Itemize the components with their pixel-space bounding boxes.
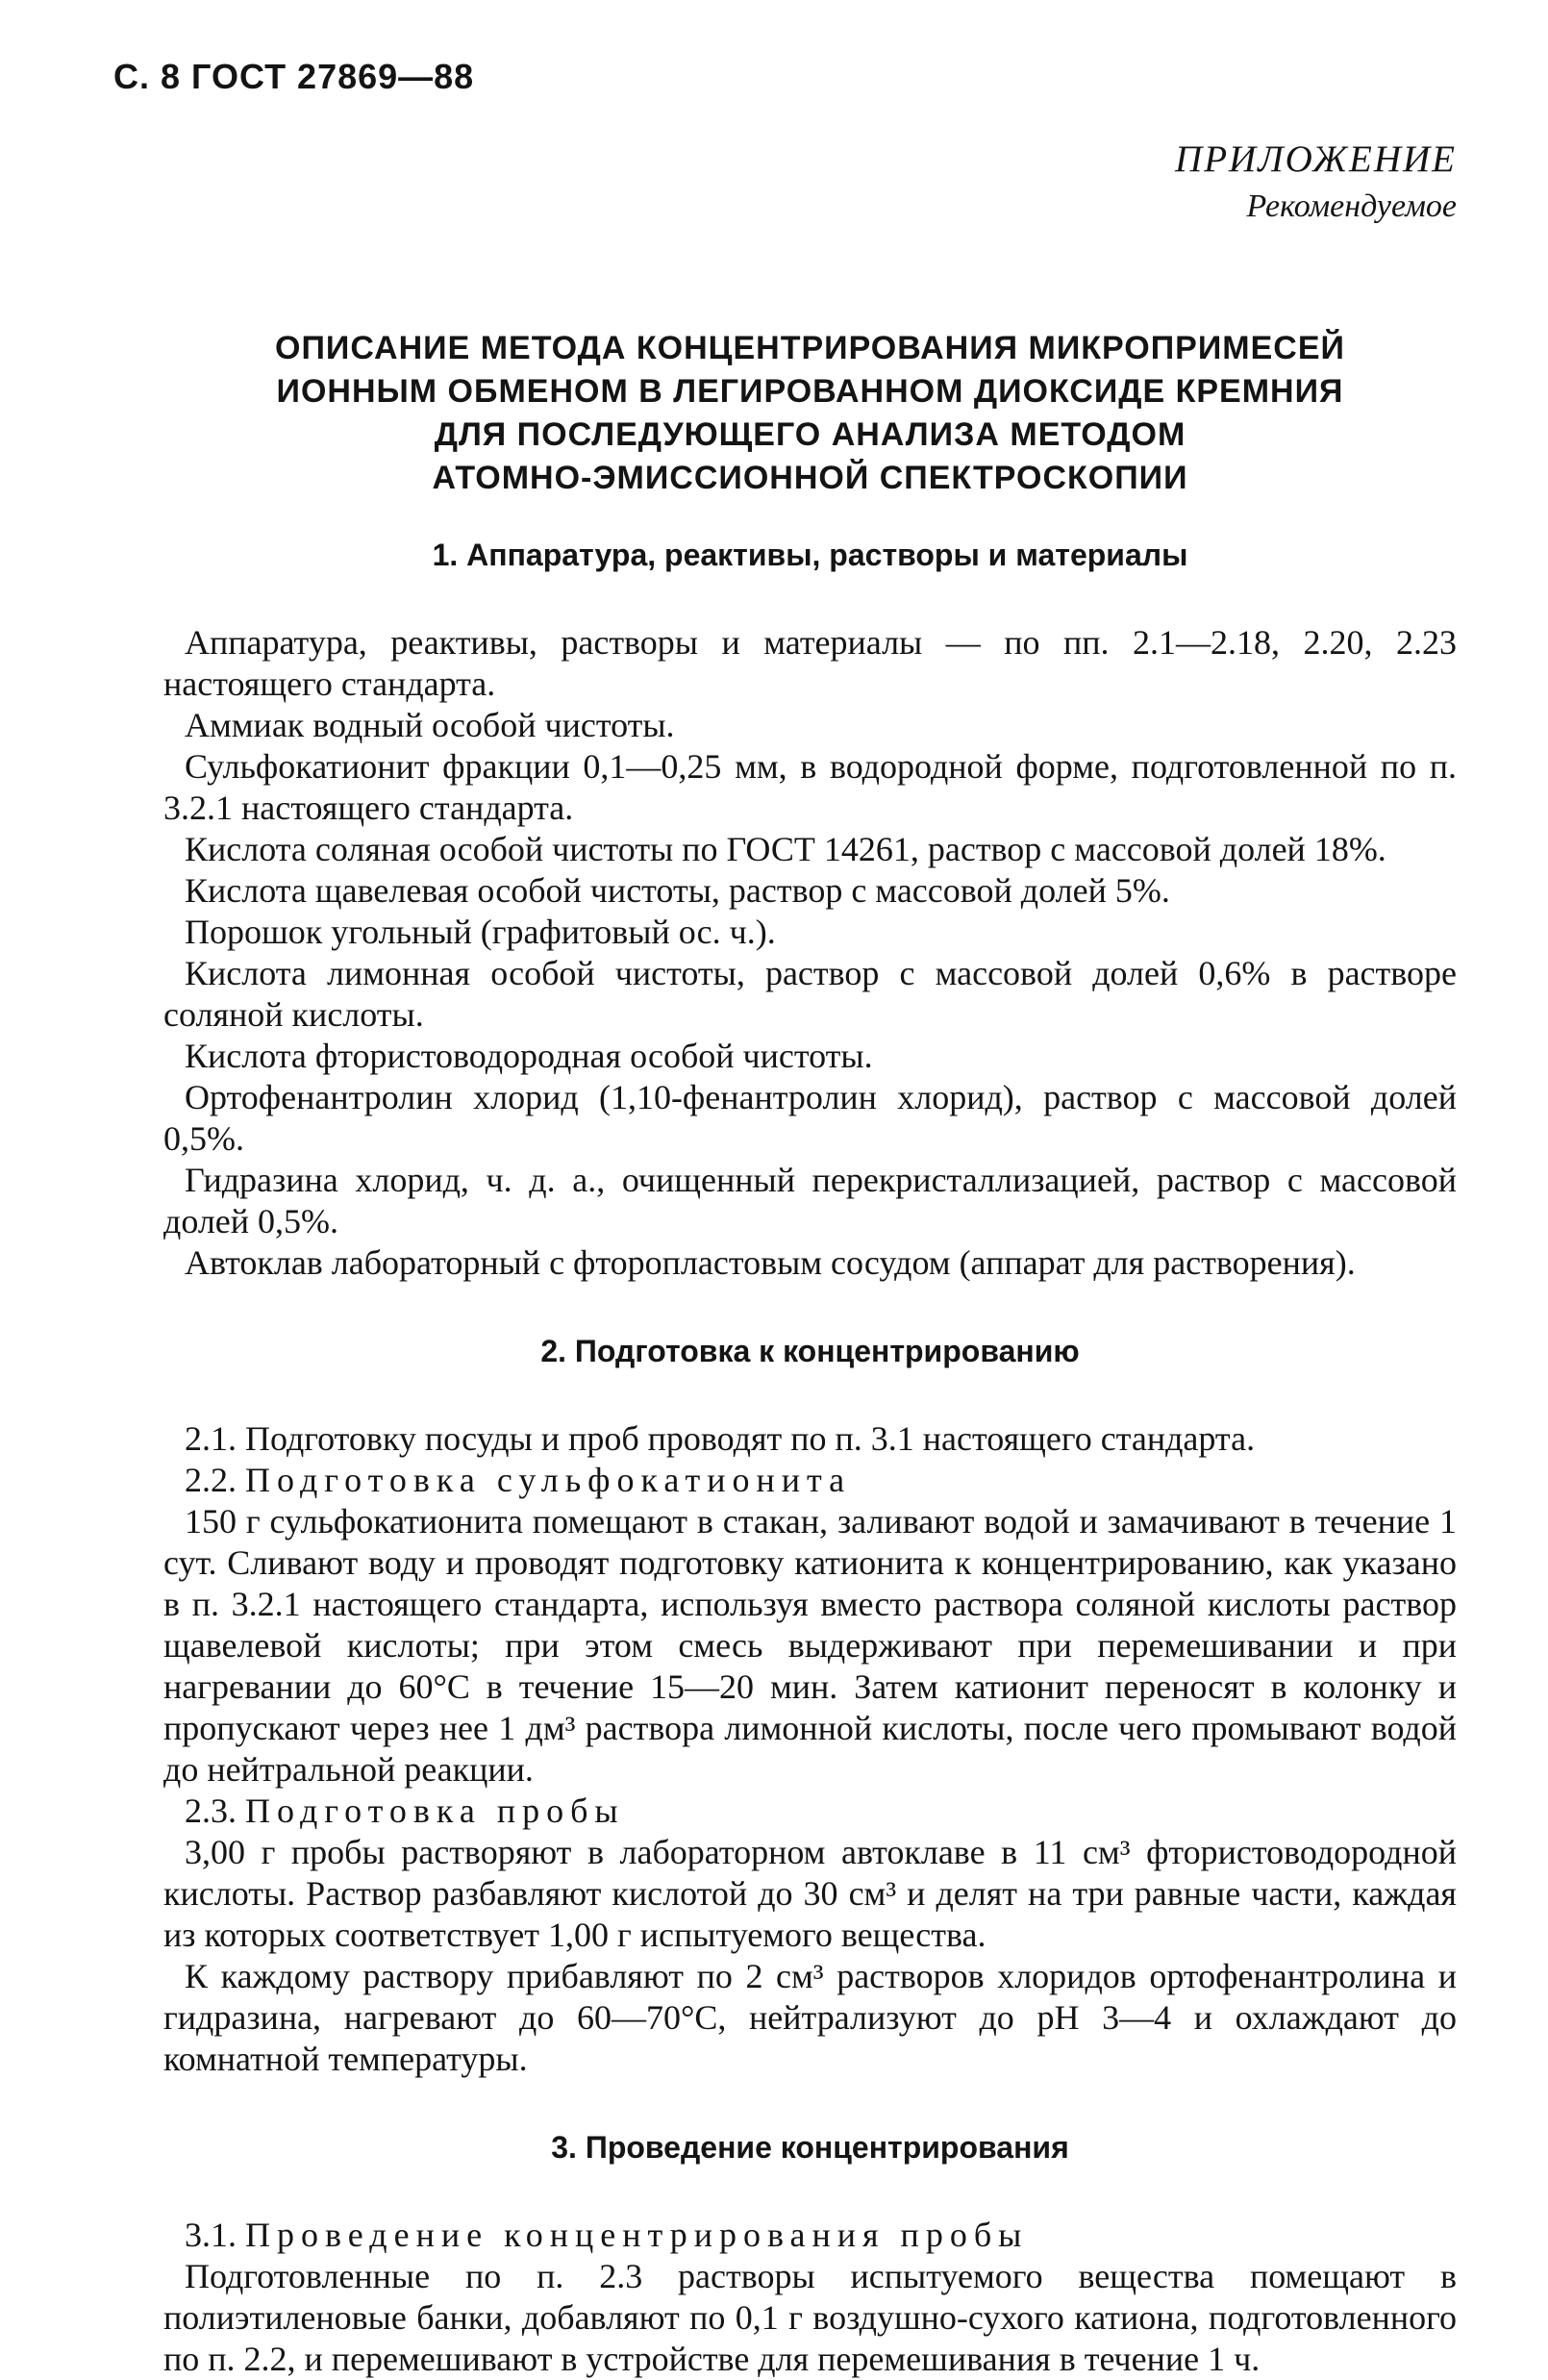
subsection-heading-2-2: [163, 1460, 1457, 1501]
appendix-title: ПРИЛОЖЕНИЕ: [1175, 138, 1457, 180]
paragraph: Аммиак водный особой чистоты.: [185, 706, 675, 744]
paragraph: 3,00 г пробы растворяют в лабораторном автоклаве в 11 см³ фтористоводородной кислоты. Раствор разбавляют кислотой до 30 см³ и делят на три равные части, каждая из которых соответствует 1,00 г испытуемого вещества.: [163, 1833, 1457, 1954]
document-title-line: ОПИСАНИЕ МЕТОДА КОНЦЕНТРИРОВАНИЯ МИКРОПРИМЕСЕЙ: [275, 330, 1345, 366]
paragraph: Кислота фтористоводородная особой чистоты.: [185, 1037, 873, 1075]
subsection-title: Подготовка пробы: [245, 1791, 625, 1830]
paragraph: 2.1. Подготовку посуды и проб проводят по п. 3.1 настоящего стандарта.: [185, 1419, 1256, 1458]
paragraph: Кислота соляная особой чистоты по ГОСТ 14261, раствор с массовой долей 18%.: [185, 830, 1386, 868]
subsection-number: 2.2.: [185, 1461, 237, 1499]
section-heading-3: 3. Проведение концентрирования: [551, 2130, 1069, 2165]
subsection-title: Подготовка сульфокатионита: [245, 1461, 852, 1499]
paragraph: Кислота щавелевая особой чистоты, раствор с массовой долей 5%.: [185, 871, 1170, 910]
subsection-heading-2-3: [163, 1791, 1457, 1832]
paragraph: Гидразина хлорид, ч. д. а., очищенный перекристаллизацией, раствор с массовой долей 0,5%.: [163, 1161, 1457, 1240]
document-title-line: ДЛЯ ПОСЛЕДУЮЩЕГО АНАЛИЗА МЕТОДОМ: [434, 416, 1186, 453]
appendix-subtitle: Рекомендуемое: [1246, 188, 1457, 224]
paragraph: Аппаратура, реактивы, растворы и материалы — по пп. 2.1—2.18, 2.20, 2.23 настоящего стандарта.: [163, 623, 1457, 703]
document-body: [163, 534, 1457, 2380]
subsection-number: 2.3.: [185, 1791, 237, 1830]
document-title-line: АТОМНО-ЭМИССИОННОЙ СПЕКТРОСКОПИИ: [432, 460, 1188, 496]
page-header: С. 8 ГОСТ 27869—88: [113, 57, 475, 96]
paragraph: Кислота лимонная особой чистоты, раствор с массовой долей 0,6% в растворе соляной кислоты.: [163, 954, 1457, 1034]
paragraph: 150 г сульфокатионита помещают в стакан, заливают водой и замачивают в течение 1 сут. Сливают воду и проводят подготовку катионита к концентрированию, как указано в п. 3.2.1 настоящего стандарта, используя вместо раствора соляной кислоты раствор щавелевой кислоты; при этом смесь выдерживают при перемешивании и при нагревании до 60°С в течение 15—20 мин. Затем катионит переносят в колонку и пропускают через нее 1 дм³ раствора лимонной кислоты, после чего промывают водой до нейтральной реакции.: [163, 1502, 1457, 1789]
section-heading-1: 1. Аппаратура, реактивы, растворы и материалы: [432, 538, 1188, 572]
paragraph: Подготовленные по п. 2.3 растворы испытуемого вещества помещают в полиэтиленовые банки, добавляют по 0,1 г воздушно-сухого катиона, подготовленного по п. 2.2, и перемешивают в устройстве для перемешивания в течение 1 ч.: [163, 2257, 1457, 2378]
paragraph: Ортофенантролин хлорид (1,10-фенантролин хлорид), раствор с массовой долей 0,5%.: [163, 1078, 1457, 1158]
subsection-number: 3.1.: [185, 2216, 237, 2254]
subsection-title: Проведение концентрирования пробы: [245, 2216, 1029, 2254]
paragraph: Автоклав лабораторный с фторопластовым сосудом (аппарат для растворения).: [185, 1243, 1356, 1282]
document-title: [163, 327, 1457, 500]
document-title-line: ИОННЫМ ОБМЕНОМ В ЛЕГИРОВАННОМ ДИОКСИДЕ КРЕМНИЯ: [276, 373, 1344, 410]
subsection-heading-3-1: [163, 2215, 1457, 2256]
section-heading-2: 2. Подготовка к концентрированию: [540, 1334, 1080, 1368]
paragraph: К каждому раствору прибавляют по 2 см³ растворов хлоридов ортофенантролина и гидразина, нагревают до 60—70°С, нейтрализуют до рН 3—4 и охлаждают до комнатной температуры.: [163, 1957, 1457, 2078]
appendix-block: [1175, 135, 1457, 229]
paragraph: Порошок угольный (графитовый ос. ч.).: [185, 913, 776, 951]
paragraph: Сульфокатионит фракции 0,1—0,25 мм, в водородной форме, подготовленной по п. 3.2.1 настоящего стандарта.: [163, 747, 1457, 827]
